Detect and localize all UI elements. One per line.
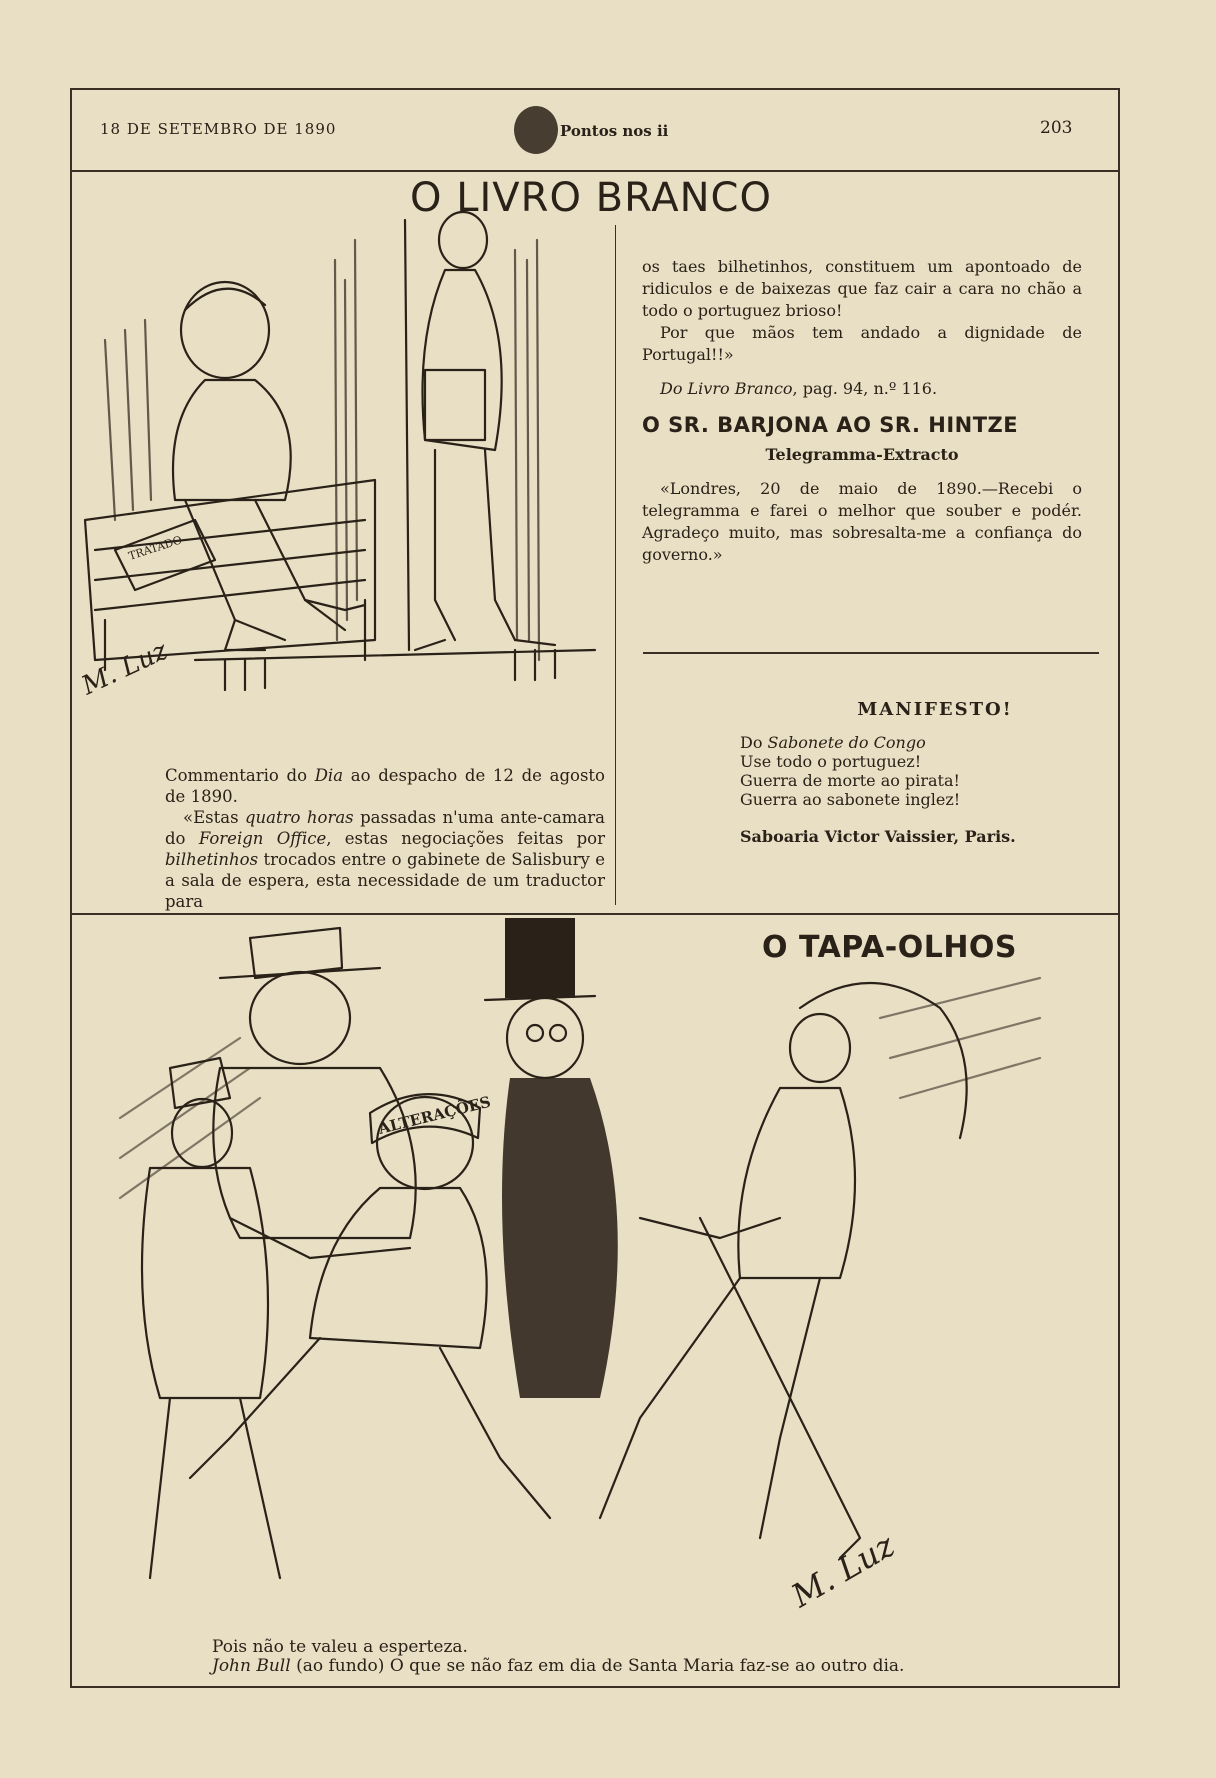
source-reference: Do Livro Branco, pag. 94, n.º 116. [660, 379, 938, 398]
right-column-text [642, 256, 1082, 566]
section-divider [70, 913, 1120, 915]
manifesto-signature: Saboaria Victor Vaissier, Paris. [740, 827, 1016, 846]
telegram-heading: O SR. BARJONA AO SR. HINTZE [642, 413, 1019, 437]
caption-quote: «Estas quatro horas passadas n'uma ante-camara do Foreign Office, estas negociações feitas por bilhetinhos trocados entre o gabinete de Salisbury e a sala de espera, esta necessidade de um traductor para [165, 808, 606, 911]
headline-livro-branco: O LIVRO BRANCO [410, 175, 772, 221]
caption-bottom-line-2: John Bull (ao fundo) O que se não faz em dia de Santa Maria faz-se ao outro dia. [212, 1656, 905, 1676]
header-rule [70, 170, 1120, 172]
article-question: Por que mãos tem andado a dignidade de Portugal!!» [642, 323, 1082, 364]
column-divider [615, 225, 616, 905]
headline-tapa-olhos: O TAPA-OLHOS [762, 930, 1018, 965]
caption-intro: Commentario do Dia ao despacho de 12 de agosto de 1890. [165, 766, 605, 806]
cartoon-signature-bottom: M. Luz [785, 1526, 901, 1615]
page-number: 203 [1040, 118, 1073, 138]
bottom-cartoon-caption [212, 1638, 1112, 1676]
manifesto-line-3: Guerra de morte ao pirata! [740, 771, 960, 790]
masthead-text: Pontos nos ii [560, 122, 669, 140]
bundle-label: TRATADO [126, 533, 184, 563]
manifesto-advert [740, 700, 1100, 846]
manifesto-line-1: Do Sabonete do Congo [740, 733, 926, 752]
article-continuation: os taes bilhetinhos, constituem um apontoado de ridiculos e de baixezas que faz cair a cara no chão a todo o portuguez brioso! [642, 257, 1082, 320]
telegram-subheading: Telegramma-Extracto [765, 445, 959, 464]
telegram-text: «Londres, 20 de maio de 1890.—Recebi o telegramma e farei o melhor que souber e podér. Agradeço muito, mas sobresalta-me a confiança do governo.» [642, 479, 1082, 564]
manifesto-line-2: Use todo o portuguez! [740, 752, 922, 771]
cartoon-waiting-room [75, 220, 615, 760]
cartoon-signature-top: M. Luz [77, 635, 173, 702]
cartoon-blindfold-scuffle [80, 918, 1110, 1638]
caption-bottom-line-1: Pois não te valeu a esperteza. [212, 1637, 468, 1657]
manifesto-title: MANIFESTO! [857, 699, 1013, 720]
issue-date: 18 DE SETEMBRO DE 1890 [100, 120, 337, 138]
column-rule [643, 652, 1099, 654]
manifesto-line-4: Guerra ao sabonete inglez! [740, 790, 961, 809]
top-cartoon-caption [165, 765, 605, 912]
blindfold-label: ALTERAÇÕES [376, 1092, 493, 1138]
masthead-logo [510, 100, 669, 156]
